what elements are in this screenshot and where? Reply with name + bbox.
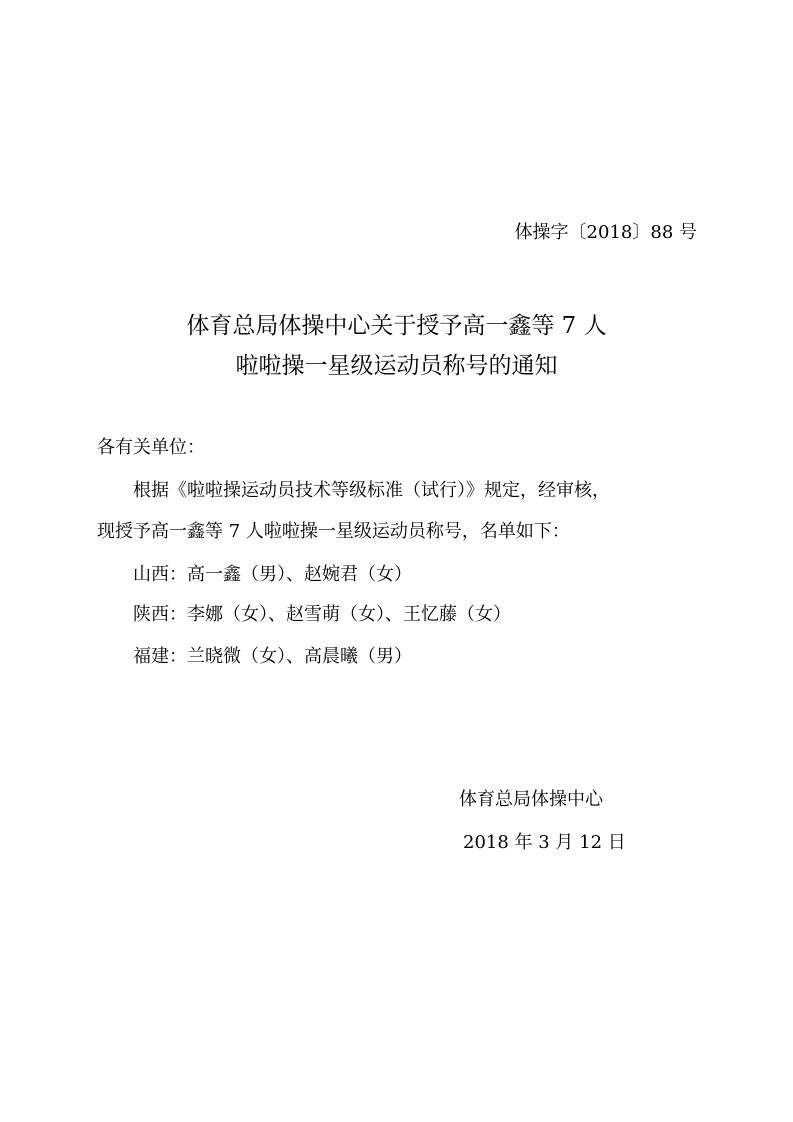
document-title [0,306,793,386]
title-line-2: 啦啦操一星级运动员称号的通知 [235,353,558,379]
issuer-signature: 体育总局体操中心 [459,789,603,810]
body-paragraph-2: 现授予高一鑫等 7 人啦啦操一星级运动员称号，名单如下： [97,521,570,542]
list-item-shanxi: 山西：高一鑫（男）、赵婉君（女） [133,564,412,585]
list-item-shaanxi: 陕西：李娜（女）、赵雪萌（女）、王忆藤（女） [133,604,511,625]
document-number: 体操字〔2018〕88 号 [514,222,697,243]
list-item-fujian: 福建：兰晓微（女）、高晨曦（男） [133,646,412,667]
salutation: 各有关单位： [97,437,205,458]
issue-date: 2018 年 3 月 12 日 [463,832,626,853]
body-paragraph-1: 根据《啦啦操运动员技术等级标准（试行）》规定，经审核， [133,480,610,501]
title-line-1: 体育总局体操中心关于授予高一鑫等 7 人 [186,313,607,339]
